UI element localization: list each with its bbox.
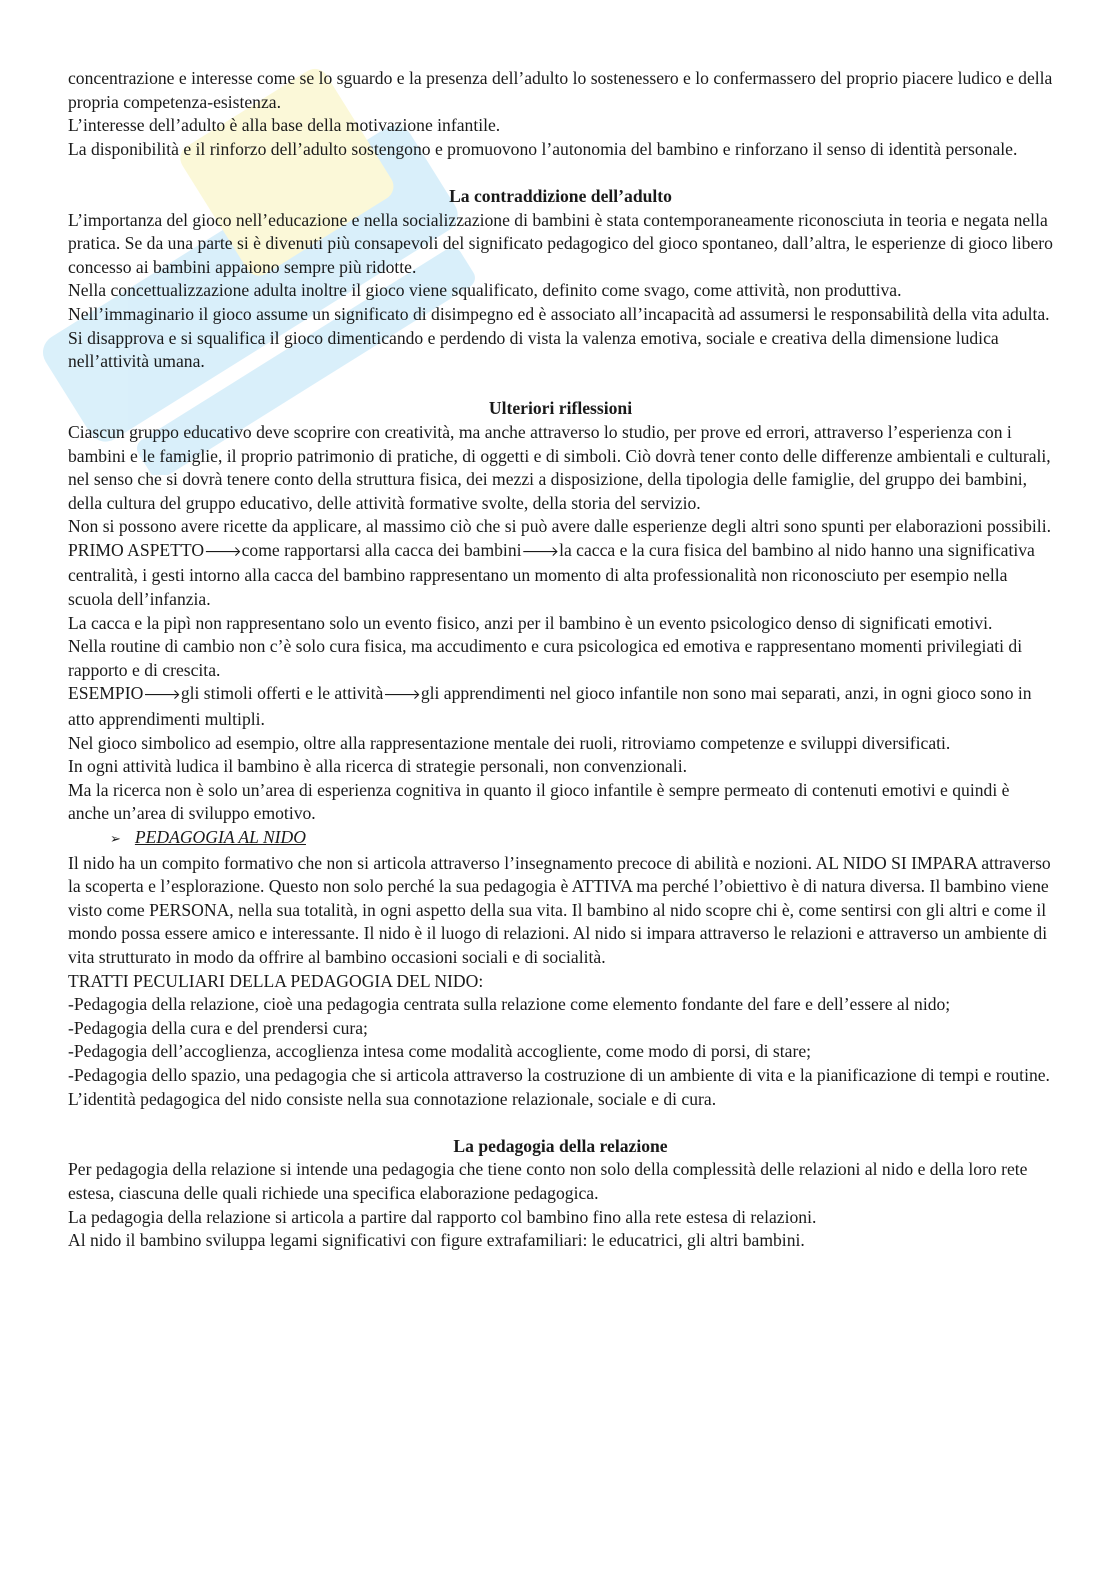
tratti-list-item: -Pedagogia della cura e del prendersi cura; [68,1017,368,1038]
section-heading-pedagogia-relazione: La pedagogia della relazione [453,1135,668,1156]
tratti-list-item: -Pedagogia dell’accoglienza, accoglienza intesa come modalità accogliente, come modo di porsi, di stare; [68,1041,812,1062]
esempio-topic: gli stimoli offerti e le attività [180,683,384,704]
body-paragraph: La cacca e la pipì non rappresentano solo un evento fisico, anzi per il bambino è un evento psicologico denso di significati emotivi. [68,612,993,633]
arrow-right-icon: 🡒 [383,687,421,704]
bullet-text: PEDAGOGIA AL NIDO [134,827,306,847]
tratti-list-item: -Pedagogia della relazione, cioè una pedagogia centrata sulla relazione come elemento fondante del fare e dell’essere al nido; [68,994,951,1015]
body-paragraph: Si disapprova e si squalifica il gioco dimenticando e perdendo di vista la valenza emotiva, sociale e creativa della dimensione ludica nell’attività umana. [68,327,999,372]
body-paragraph: In ogni attività ludica il bambino è alla ricerca di strategie personali, non convenzionali. [68,756,687,777]
section-heading-riflessioni: Ulteriori riflessioni [488,398,633,419]
section-heading-contraddizione: La contraddizione dell’adulto [449,185,672,206]
body-paragraph: L’importanza del gioco nell’educazione e nella socializzazione di bambini è stata contemporaneamente riconosciuta in teoria e negata nella pratica. Se da una parte si è divenuti più consapevoli del significato pedagogico del gioco spontaneo, dall’altra, le esperienze di gioco libero concesso ai bambini appaiono sempre più ridotte. [68,209,1053,277]
primo-aspetto-paragraph [68,539,1053,612]
intro-paragraph: concentrazione e interesse come se lo sguardo e la presenza dell’adulto lo sostenessero e lo confermassero del proprio piacere ludico e della propria competenza-esistenza. [68,68,1053,112]
esempio-text: gli apprendimenti nel gioco infantile non sono mai separati, anzi, in ogni gioco sono in atto apprendimenti multipli. [68,683,1032,730]
document-page [68,67,1053,1253]
intro-paragraph: L’interesse dell’adulto è alla base della motivazione infantile. [68,115,501,136]
arrow-right-icon: 🡒 [521,543,560,560]
body-paragraph: Ciascun gruppo educativo deve scoprire con creatività, ma anche attraverso lo studio, per prove ed errori, attraverso l’esperienza con i bambini e le famiglie, il proprio patrimonio di pratiche, di oggetti e di simboli. Ciò dovrà tener conto delle differenze ambientali e culturali, nel senso che si dovrà tenere conto della struttura fisica, dei mezzi a disposizione, della tipologia delle famiglie, del gruppo dei bambini, della cultura del gruppo educativo, delle attività formative svolte, della storia del servizio. [68,421,1051,513]
body-paragraph: Per pedagogia della relazione si intende una pedagogia che tiene conto non solo della complessità delle relazioni al nido e della loro rete estesa, ciascuna delle quali richiede una specifica elaborazione pedagogica. [68,1159,1028,1203]
body-paragraph: Nell’immaginario il gioco assume un significato di disimpegno ed è associato all’incapacità ad assumersi le responsabilità della vita adulta. [68,303,1050,324]
body-paragraph: Non si possono avere ricette da applicare, al massimo ciò che si può avere dalle esperienze degli altri sono spunti per elaborazioni possibili. [68,516,1051,537]
body-paragraph: Nella routine di cambio non c’è solo cura fisica, ma accudimento e cura psicologica ed emotiva e rappresentano momenti privilegiati di rapporto e di crescita. [68,636,1023,680]
body-paragraph: Il nido ha un compito formativo che non si articola attraverso l’insegnamento precoce di abilità e nozioni. AL NIDO SI IMPARA attraverso la scoperta e l’esplorazione. Questo non solo perché la sua pedagogia è ATTIVA ma perché l’obiettivo è di natura diversa. Il bambino viene visto come PERSONA, nella sua totalità, in ogni aspetto della sua vita. Il bambino al nido scopre chi è, come sentirsi con gli altri e come il mondo possa essere amico e interessante. Il nido è il luogo di relazioni. Al nido si impara attraverso le relazioni e attraverso un ambiente di vita strutturato in modo da offrire al bambino occasioni sociali e di socialità. [68,852,1051,967]
body-paragraph: Nel gioco simbolico ad esempio, oltre alla rappresentazione mentale dei ruoli, ritroviamo competenze e sviluppi diversificati. [68,732,951,753]
esempio-label: ESEMPIO [68,683,144,704]
arrowhead-bullet-icon: ➢ [110,832,121,847]
bullet-item-pedagogia-al-nido [68,826,1053,852]
tratti-list-item: -Pedagogia dello spazio, una pedagogia che si articola attraverso la costruzione di un ambiente di vita e la pianificazione di tempi e routine. [68,1064,1050,1085]
intro-paragraph: La disponibilità e il rinforzo dell’adulto sostengono e promuovono l’autonomia del bambino e rinforzano il senso di identità personale. [68,138,1018,159]
body-paragraph: La pedagogia della relazione si articola a partire dal rapporto col bambino fino alla rete estesa di relazioni. [68,1206,817,1227]
tratti-heading: TRATTI PECULIARI DELLA PEDAGOGIA DEL NIDO: [68,970,484,991]
body-paragraph: Ma la ricerca non è solo un’area di esperienza cognitiva in quanto il gioco infantile è sempre permeato di contenuti emotivi e quindi è anche un’area di sviluppo emotivo. [68,779,1010,824]
primo-aspetto-label: PRIMO ASPETTO [68,539,205,560]
esempio-paragraph [68,682,1053,731]
body-paragraph: Al nido il bambino sviluppa legami significativi con figure extrafamiliari: le educatrici, gli altri bambini. [68,1230,805,1251]
primo-aspetto-text: la cacca e la cura fisica del bambino al nido hanno una significativa centralità, i gesti intorno alla cacca del bambino rappresentano un momento di alta professionalità non riconosciuto per esempio nella scuola dell’infanzia. [68,539,1035,610]
primo-aspetto-topic: come rapportarsi alla cacca dei bambini [241,539,522,560]
arrow-right-icon: 🡒 [143,687,181,704]
body-paragraph: Nella concettualizzazione adulta inoltre il gioco viene squalificato, definito come svago, come attività, non produttiva. [68,280,902,301]
arrow-right-icon: 🡒 [204,543,242,560]
body-paragraph: L’identità pedagogica del nido consiste nella sua connotazione relazionale, sociale e di cura. [68,1088,717,1109]
